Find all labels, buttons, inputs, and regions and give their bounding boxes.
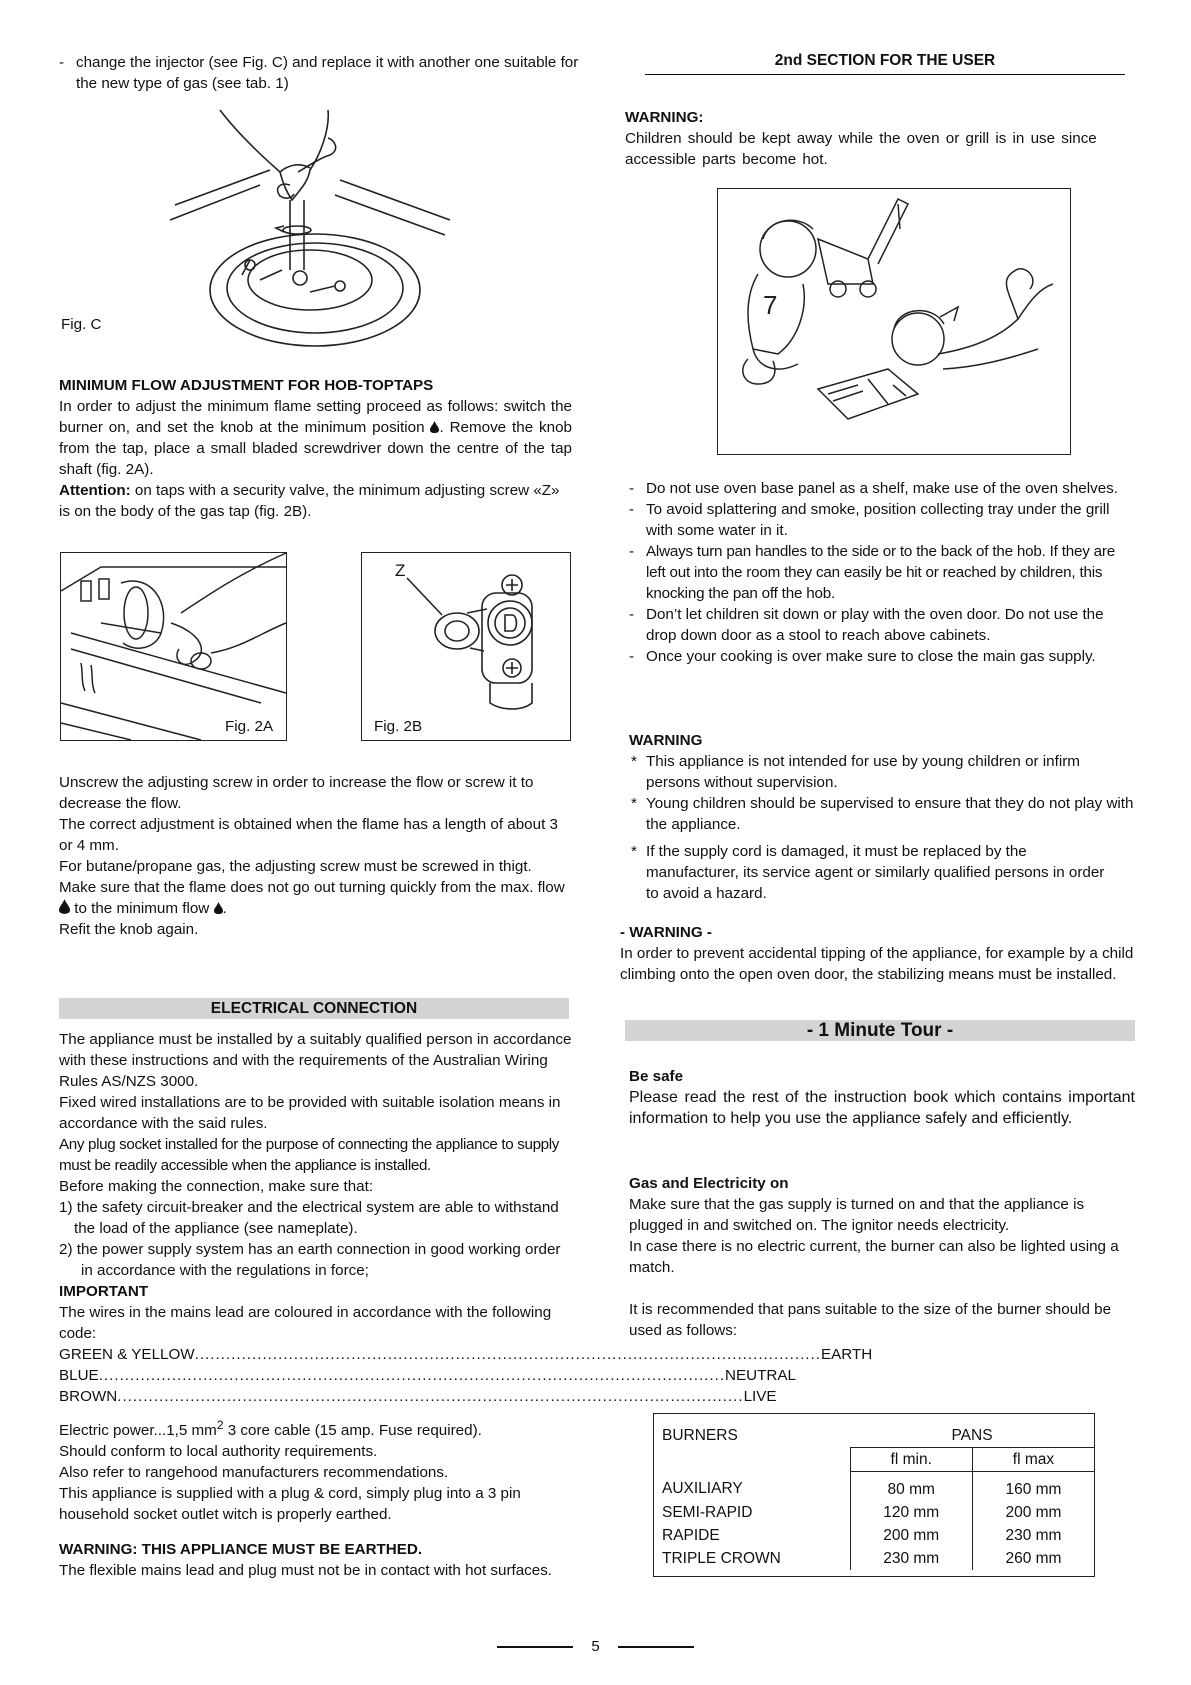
attention-body: on taps with a security valve, the minimum adjusting screw «Z» is on the body of the gas tap (fig. 2B).	[59, 482, 560, 520]
warning-item: * Young children should be supervised to ensure that they do not play with the appliance.	[629, 793, 1135, 835]
fig-2b-drawing	[362, 553, 570, 740]
electrical-section	[59, 998, 569, 1019]
elec-li1: 1) the safety circuit-breaker and the electrical system are able to withstand the load of the appliance (see nameplate).	[59, 1199, 559, 1237]
fig-2b-box	[361, 552, 571, 741]
col-burners: BURNERS	[662, 1426, 738, 1444]
wire-codes	[59, 1344, 873, 1407]
correct-text: The correct adjustment is obtained when the flame has a length of about 3 or 4 mm.	[59, 816, 558, 854]
wires-text: The wires in the mains lead are coloured in accordance with the following code:	[59, 1304, 552, 1342]
max-cell: 200 mm	[972, 1501, 1094, 1524]
electrical-heading: ELECTRICAL CONNECTION	[59, 998, 569, 1019]
min-cell: 120 mm	[850, 1501, 972, 1524]
elec-p3: Any plug socket installed for the purpose of connecting the appliance to supply must be readily accessible when the appliance is installed.	[59, 1136, 560, 1174]
power-b: 3 core cable (15 amp. Fuse required).	[223, 1422, 482, 1440]
burner-cell: RAPIDE	[662, 1526, 720, 1544]
attention-label: Attention:	[59, 482, 131, 499]
attention-text	[59, 480, 572, 522]
min-flame-icon-2	[214, 902, 223, 914]
page-rule-left	[497, 1646, 573, 1648]
col-pans: PANS	[951, 1426, 993, 1444]
table-row	[654, 1547, 1094, 1570]
blank-cell	[654, 1448, 850, 1472]
table-row	[654, 1472, 1094, 1502]
tour-body	[629, 1066, 1135, 1341]
min-cell: 200 mm	[850, 1524, 972, 1547]
burner-cell: AUXILIARY	[662, 1480, 743, 1498]
warning2-section	[629, 730, 1135, 904]
tour-section	[625, 1020, 1135, 1041]
wire-code-row	[59, 1344, 873, 1365]
besafe-label: Be safe	[629, 1068, 684, 1085]
safety-item: - Do not use oven base panel as a shelf, make use of the oven shelves.	[629, 478, 1135, 499]
warning1-label: WARNING:	[625, 109, 704, 126]
children-illustration-box	[717, 188, 1071, 455]
makesure-text	[59, 877, 572, 919]
warning3-text: In order to prevent accidental tipping of the appliance, for example by a child climbing onto the open oven door, the stabilizing means must be installed.	[620, 945, 1134, 983]
warning2-label: WARNING	[629, 732, 703, 749]
pans-table-box	[653, 1413, 1095, 1577]
wire-meaning: EARTH	[820, 1346, 873, 1363]
table-header-row	[654, 1414, 1094, 1448]
fig-c-label: Fig. C	[61, 316, 102, 333]
fig-c-illustration	[160, 110, 460, 355]
warning1-text: Children should be kept away while the oven or grill is in use since accessible parts become hot.	[625, 130, 1097, 168]
min-cell: 230 mm	[850, 1547, 972, 1570]
refit-text: Refit the knob again.	[59, 921, 199, 938]
warning-item: * If the supply cord is damaged, it must be replaced by the manufacturer, its service agent or similarly qualified persons in order to avoid a hazard.	[629, 841, 1106, 904]
burner-cell: SEMI-RAPID	[662, 1503, 753, 1521]
fig-2a-box	[60, 552, 287, 741]
wire-color: BROWN	[59, 1388, 118, 1405]
right-column	[625, 52, 1135, 170]
makesure-a: Make sure that the flame does not go out turning quickly from the max. flow	[59, 879, 565, 896]
svg-text:7: 7	[763, 290, 778, 320]
table-row	[654, 1501, 1094, 1524]
max-cell: 260 mm	[972, 1547, 1094, 1570]
min-flow-text-b: . Remove the knob from the tap, place a small bladed screwdriver down the centre of the tap shaft (fig. 2A).	[59, 419, 572, 478]
warning3-label: - WARNING -	[620, 924, 712, 941]
section-heading: 2nd SECTION FOR THE USER	[645, 52, 1125, 75]
safety-item: - Don’t let children sit down or play with the oven door. Do not use the drop down door as a stool to reach above cabinets.	[629, 604, 1135, 646]
dot-leader: ........................................................................................................................	[98, 1367, 726, 1384]
besafe-text: Please read the rest of the instruction book which contains important information to help you use the appliance safely and efficiently.	[629, 1089, 1135, 1127]
safety-item: - To avoid splattering and smoke, position collecting tray under the grill with some water in it.	[629, 499, 1135, 541]
butane-text: For butane/propane gas, the adjusting screw must be screwed in thigt.	[59, 858, 532, 875]
wire-code-row	[59, 1365, 796, 1386]
warning-item: * This appliance is not intended for use by young children or infirm persons without supervision.	[629, 751, 1135, 793]
col-max: fl max	[972, 1448, 1094, 1472]
power-c: Should conform to local authority requirements.	[59, 1443, 378, 1461]
table-row	[654, 1524, 1094, 1547]
gas-text-a: Make sure that the gas supply is turned on and that the appliance is plugged in and switched on. The ignitor needs electricity.	[629, 1196, 1085, 1234]
power-a: Electric power...1,5 mm	[59, 1422, 217, 1440]
plug-text: This appliance is supplied with a plug & cord, simply plug into a 3 pin household socket outlet witch is properly earthed.	[59, 1485, 521, 1524]
fig-2a-drawing	[61, 553, 286, 740]
power-sup: 2	[216, 1418, 224, 1432]
elec-p2: Fixed wired installations are to be provided with suitable isolation means in accordance with the said rules.	[59, 1094, 561, 1132]
wire-color: GREEN & YELLOW	[59, 1346, 195, 1363]
max-cell: 160 mm	[972, 1472, 1094, 1502]
dot-leader: ........................................................................................................................	[194, 1346, 821, 1363]
power-text	[59, 1415, 574, 1462]
min-flow-text	[59, 396, 572, 480]
max-flame-icon	[59, 899, 70, 914]
safety-dash-list	[629, 478, 1135, 667]
safety-item: - Once your cooking is over make sure to close the main gas supply.	[629, 646, 1135, 667]
min-flow-text-a: In order to adjust the minimum flame setting proceed as follows: switch the burner on, and set the knob at the minimum position	[59, 398, 572, 436]
wire-color: BLUE	[59, 1367, 99, 1384]
warning3-section	[620, 922, 1136, 985]
pans-table	[654, 1414, 1094, 1570]
min-flow-section	[59, 375, 572, 522]
min-cell: 80 mm	[850, 1472, 972, 1502]
col-min: fl min.	[850, 1448, 972, 1472]
min-flow-heading: MINIMUM FLOW ADJUSTMENT FOR HOB-TOPTAPS	[59, 377, 434, 394]
makesure-c: .	[222, 900, 227, 917]
burner-injector-drawing	[160, 110, 460, 355]
important-label: IMPORTANT	[59, 1283, 149, 1300]
pans-intro: It is recommended that pans suitable to the size of the burner should be used as follows:	[629, 1301, 1112, 1339]
wire-meaning: NEUTRAL	[725, 1367, 796, 1384]
adjust-section	[59, 772, 572, 940]
page-number	[0, 1638, 1191, 1655]
injector-item: - change the injector (see Fig. C) and replace it with another one suitable for the new type of gas (see tab. 1)	[59, 52, 586, 94]
elec-p1: The appliance must be installed by a suitably qualified person in accordance with these instructions and with the requirements of the Australian Wiring Rules AS/NZS 3000.	[59, 1031, 572, 1090]
flexible-text: The flexible mains lead and plug must not be in contact with hot surfaces.	[59, 1562, 553, 1580]
elec-li2: 2) the power supply system has an earth connection in good working order in accordance with the regulations in force;	[59, 1241, 561, 1279]
fig-2b-label: Fig. 2B	[374, 718, 423, 735]
wire-meaning: LIVE	[743, 1388, 777, 1405]
left-column	[59, 52, 579, 94]
table-subheader-row	[654, 1448, 1094, 1472]
children-playing-drawing	[718, 189, 1070, 454]
fig-2a-label: Fig. 2A	[225, 718, 274, 735]
gas-label: Gas and Electricity on	[629, 1175, 789, 1192]
elec-p4: Before making the connection, make sure that:	[59, 1178, 374, 1195]
earthed-warning: WARNING: THIS APPLIANCE MUST BE EARTHED.	[59, 1541, 423, 1559]
unscrew-text: Unscrew the adjusting screw in order to increase the flow or screw it to decrease the flow.	[59, 774, 534, 812]
page-number-text: 5	[591, 1638, 600, 1655]
page-rule-right	[618, 1646, 694, 1648]
tour-heading: - 1 Minute Tour -	[625, 1020, 1135, 1041]
rangehood-text: Also refer to rangehood manufacturers recommendations.	[59, 1464, 449, 1482]
dot-leader: ........................................................................................................................	[117, 1388, 744, 1405]
gas-text-b: In case there is no electric current, the burner can also be lighted using a match.	[629, 1238, 1119, 1276]
burner-cell: TRIPLE CROWN	[662, 1549, 781, 1567]
wire-code-row	[59, 1386, 777, 1407]
fig-2b-z-label: Z	[395, 561, 406, 580]
makesure-b: to the minimum flow	[70, 900, 210, 917]
max-cell: 230 mm	[972, 1524, 1094, 1547]
safety-item: - Always turn pan handles to the side or to the back of the hob. If they are left out into the room they can easily be hit or reached by children, this knocking the pan off the hob.	[629, 541, 1135, 604]
